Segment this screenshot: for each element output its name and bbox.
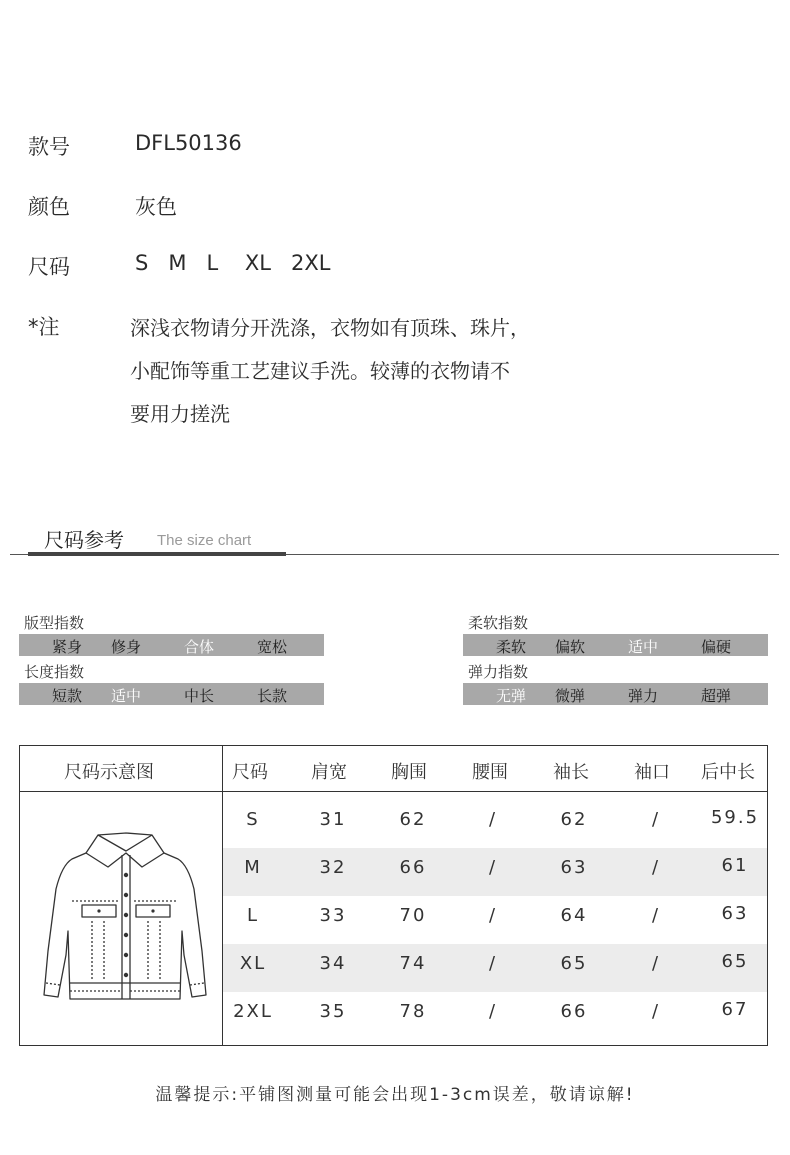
note-line-2: 小配饰等重工艺建议手洗。较薄的衣物请不 — [130, 359, 510, 383]
softness-index-item-active: 适中 — [628, 638, 659, 656]
fit-index-item: 修身 — [111, 638, 142, 656]
header-divider — [20, 791, 767, 792]
cell-back-length: 65 — [721, 951, 749, 972]
elasticity-index-item: 弹力 — [628, 687, 659, 705]
cell-waist: / — [488, 905, 498, 926]
size-label: 尺码 — [28, 255, 70, 279]
cell-waist: / — [488, 953, 498, 974]
cell-size: XL — [239, 953, 267, 974]
fit-index-item: 宽松 — [257, 638, 288, 656]
cell-shoulder: 33 — [319, 905, 347, 926]
softness-index-item: 柔软 — [496, 638, 527, 656]
color-label: 颜色 — [28, 195, 70, 219]
cell-shoulder: 35 — [319, 1001, 347, 1022]
cell-chest: 70 — [399, 905, 427, 926]
cell-shoulder: 31 — [319, 809, 347, 830]
header-chest: 胸围 — [391, 762, 427, 783]
color-value: 灰色 — [135, 195, 177, 219]
fit-index-item-active: 合体 — [184, 638, 215, 656]
cell-cuff: / — [651, 953, 661, 974]
elasticity-index-item: 超弹 — [701, 687, 732, 705]
cell-size: 2XL — [233, 1001, 273, 1022]
elasticity-index-bar — [463, 683, 768, 705]
note-label: *注 — [28, 315, 60, 339]
header-back-length: 后中长 — [701, 762, 755, 783]
cell-sleeve: 65 — [560, 953, 588, 974]
cell-back-length: 59.5 — [710, 807, 760, 828]
cell-size: L — [246, 905, 260, 926]
cell-cuff: / — [651, 1001, 661, 1022]
cell-shoulder: 32 — [319, 857, 347, 878]
size-table — [19, 745, 768, 1046]
softness-index-label: 柔软指数 — [468, 614, 529, 632]
cell-shoulder: 34 — [319, 953, 347, 974]
elasticity-index-label: 弹力指数 — [468, 663, 529, 681]
cell-sleeve: 62 — [560, 809, 588, 830]
length-index-item: 长款 — [257, 687, 288, 705]
cell-cuff: / — [651, 857, 661, 878]
header-waist: 腰围 — [472, 762, 508, 783]
cell-sleeve: 66 — [560, 1001, 588, 1022]
cell-waist: / — [488, 809, 498, 830]
fit-index-bar — [19, 634, 324, 656]
section-title: 尺码参考 — [44, 528, 124, 552]
fit-index-item: 紧身 — [52, 638, 83, 656]
length-index-label: 长度指数 — [24, 663, 85, 681]
header-shoulder: 肩宽 — [311, 762, 347, 783]
cell-cuff: / — [651, 809, 661, 830]
jacket-diagram-icon — [42, 831, 210, 1011]
note-line-1: 深浅衣物请分开洗涤，衣物如有顶珠、珠片， — [130, 316, 530, 340]
cell-sleeve: 63 — [560, 857, 588, 878]
softness-index-item: 偏软 — [555, 638, 586, 656]
cell-back-length: 67 — [721, 999, 749, 1020]
cell-chest: 74 — [399, 953, 427, 974]
footer-note: 温馨提示:平铺图测量可能会出现1-3cm误差，敬请谅解! — [155, 1085, 635, 1105]
cell-back-length: 63 — [721, 903, 749, 924]
style-value: DFL50136 — [135, 131, 242, 155]
fit-index-label: 版型指数 — [24, 614, 85, 632]
length-index-bar — [19, 683, 324, 705]
length-index-item: 短款 — [52, 687, 83, 705]
header-sleeve: 袖长 — [553, 762, 589, 783]
length-index-item-active: 适中 — [111, 687, 142, 705]
cell-back-length: 61 — [721, 855, 749, 876]
length-index-item: 中长 — [184, 687, 215, 705]
header-size: 尺码 — [232, 762, 268, 783]
elasticity-index-item-active: 无弹 — [496, 687, 527, 705]
elasticity-index-item: 微弹 — [555, 687, 586, 705]
size-value: S M L XL 2XL — [135, 251, 331, 275]
header-cuff: 袖口 — [634, 762, 670, 783]
cell-size: S — [246, 809, 260, 830]
cell-size: M — [244, 857, 262, 878]
cell-chest: 62 — [399, 809, 427, 830]
cell-chest: 78 — [399, 1001, 427, 1022]
cell-sleeve: 64 — [560, 905, 588, 926]
cell-waist: / — [488, 1001, 498, 1022]
softness-index-bar — [463, 634, 768, 656]
column-divider — [222, 746, 223, 1045]
cell-waist: / — [488, 857, 498, 878]
diagram-header: 尺码示意图 — [64, 762, 154, 783]
note-line-3: 要用力搓洗 — [130, 402, 230, 426]
section-divider-accent — [28, 552, 286, 556]
softness-index-item: 偏硬 — [701, 638, 732, 656]
cell-cuff: / — [651, 905, 661, 926]
style-label: 款号 — [28, 135, 70, 159]
cell-chest: 66 — [399, 857, 427, 878]
section-subtitle: The size chart — [157, 532, 252, 549]
